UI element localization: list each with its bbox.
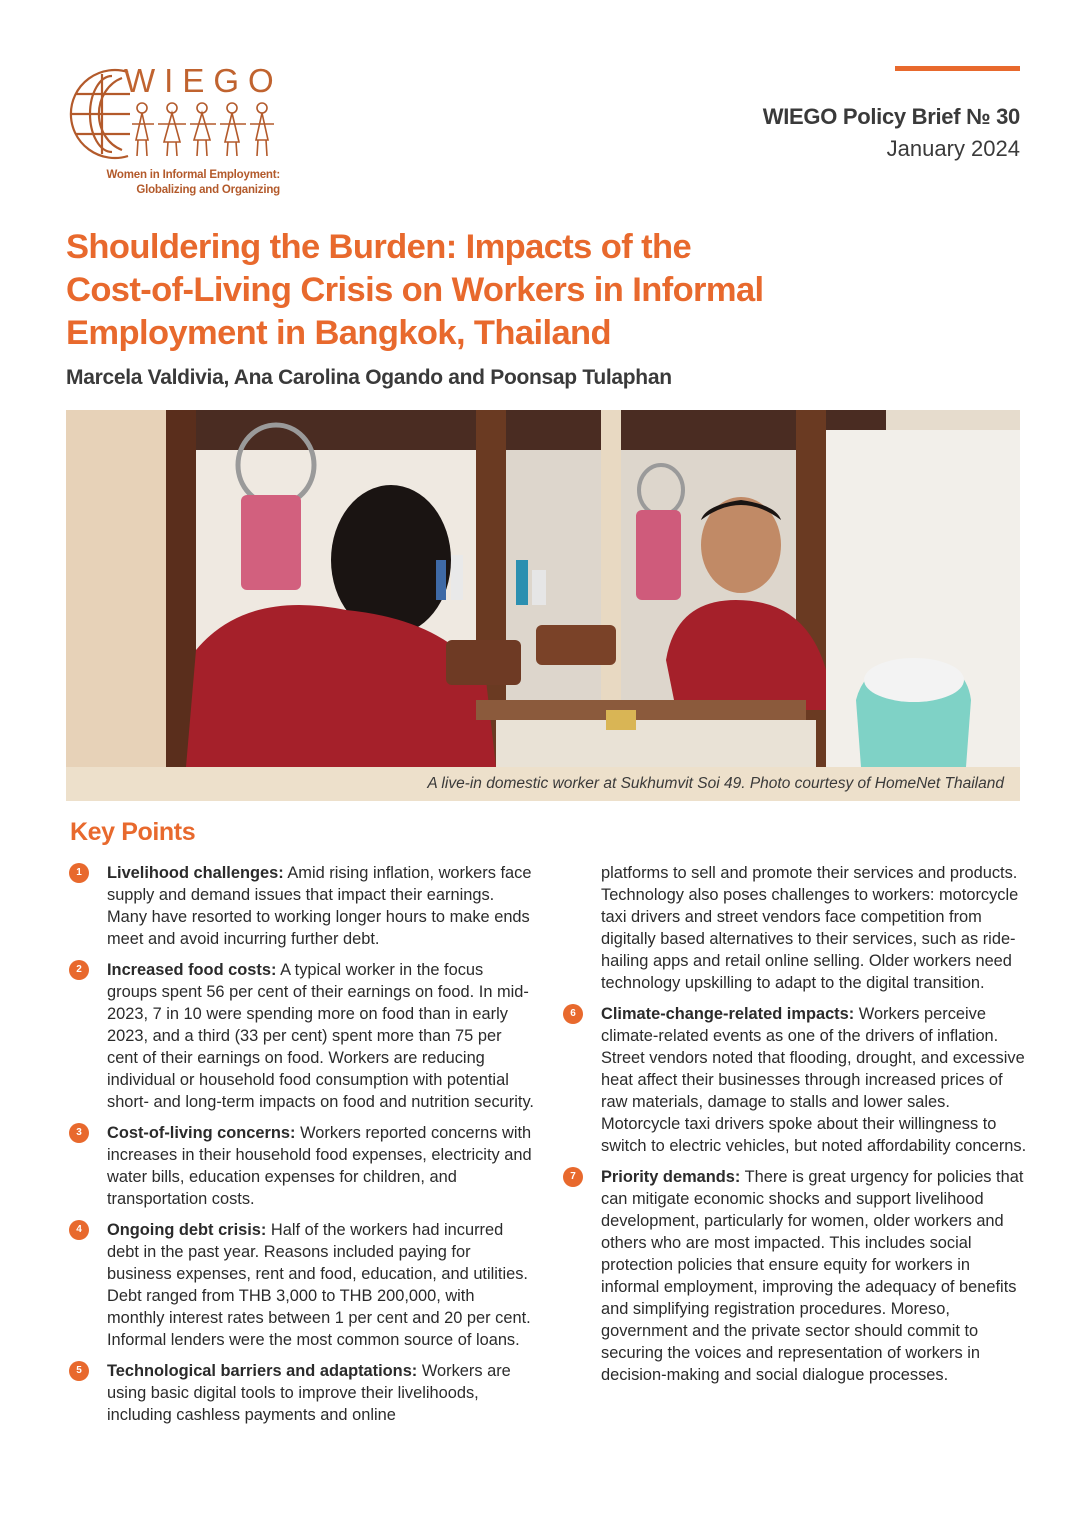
key-point-label: Priority demands: <box>601 1168 741 1186</box>
key-point-label: Climate-change-related impacts: <box>601 1005 855 1023</box>
photo-illustration <box>66 410 1020 767</box>
number-badge: 5 <box>69 1361 89 1381</box>
key-points-heading: Key Points <box>70 818 196 846</box>
publication-date: January 2024 <box>886 136 1020 161</box>
number-badge: 1 <box>69 863 89 883</box>
document-title: Shouldering the Burden: Impacts of the Cost-of-Living Crisis on Workers in Informal Employment in Bangkok, Thailand <box>66 228 764 352</box>
key-point-label: Ongoing debt crisis: <box>107 1221 267 1239</box>
accent-rule <box>895 66 1020 71</box>
key-point-1 <box>66 862 536 950</box>
key-point-5-continued: platforms to sell and promote their services and products. Technology also poses challenges to workers: motorcycle taxi drivers and street vendors face competition from digitally based alternatives to their services, such as ride-hailing apps and retail online selling. Older workers need technology upskilling to adapt to the digital transition. <box>601 864 1019 992</box>
key-point-3 <box>66 1122 536 1210</box>
logo-tagline: Women in Informal Employment: Globalizing and Organizing <box>106 169 280 196</box>
photo-caption: A live-in domestic worker at Sukhumvit Soi 49. Photo courtesy of HomeNet Thailand <box>427 775 1004 792</box>
key-points-column-left <box>66 862 536 1435</box>
number-badge: 3 <box>69 1123 89 1143</box>
women-figures-icon <box>128 100 278 160</box>
key-point-text: Half of the workers had incurred debt in the past year. Reasons included paying for business expenses, rent and food, education, and utilities. Debt ranged from THB 3,000 to THB 200,000, with monthly interest rates between 1 per cent and 20 per cent. Informal lenders were the most common source of loans. <box>107 1221 531 1349</box>
key-point-text: Amid rising inflation, workers face supply and demand issues that impact their earnings. Many have resorted to working longer hours to make ends meet and avoid incurring further debt. <box>107 864 532 948</box>
key-point-text: There is great urgency for policies that can mitigate economic shocks and support livelihood development, particularly for women, older workers and others who are most impacted. This includes social protection policies that ensure equity for workers in informal employment, improving the adequacy of benefits and simplifying registration procedures. Moreso, government and the private sector should commit to securing the voices and representation of workers in decision-making and social dialogue processes. <box>601 1168 1024 1384</box>
key-point-text: A typical worker in the focus groups spent 56 per cent of their earnings on food. In mid-2023, 7 in 10 were spending more on food than in early 2023, and a third (33 per cent) spent more than 75 per cent of their earnings on food. Workers are reducing individual or household food consumption with potential short- and long-term impacts on food and nutrition security. <box>107 961 534 1111</box>
number-badge: 2 <box>69 960 89 980</box>
key-point-text: Workers are using basic digital tools to improve their livelihoods, including cashless payments and online <box>107 1362 511 1424</box>
number-badge: 6 <box>563 1004 583 1024</box>
logo-wordmark: WIEGO <box>124 62 283 99</box>
cover-photo <box>66 410 1020 767</box>
number-badge: 4 <box>69 1220 89 1240</box>
key-point-7 <box>560 1166 1030 1386</box>
wiego-logo <box>66 62 286 202</box>
photo-caption-bar <box>66 767 1020 801</box>
key-points-column-right <box>560 862 1030 1395</box>
number-badge: 7 <box>563 1167 583 1187</box>
key-point-2 <box>66 959 536 1113</box>
key-point-5 <box>66 1360 536 1426</box>
key-point-4 <box>66 1219 536 1351</box>
key-point-6 <box>560 1003 1030 1157</box>
key-point-label: Technological barriers and adaptations: <box>107 1362 418 1380</box>
series-label: WIEGO Policy Brief № 30 <box>762 104 1020 129</box>
key-point-text: Workers perceive climate-related events as one of the drivers of inflation. Street vendors noted that flooding, drought, and excessive heat affect their businesses through increased prices of raw materials, damage to stalls and lower sales. Motorcycle taxi drivers spoke about their willingness to switch to electric vehicles, but noted affordability concerns. <box>601 1005 1027 1155</box>
authors: Marcela Valdivia, Ana Carolina Ogando and Poonsap Tulaphan <box>66 366 672 389</box>
key-point-label: Cost-of-living concerns: <box>107 1124 296 1142</box>
key-point-label: Increased food costs: <box>107 961 277 979</box>
key-point-label: Livelihood challenges: <box>107 864 284 882</box>
key-point-text: Workers reported concerns with increases in their household food expenses, electricity and water bills, education expenses for children, and transportation costs. <box>107 1124 532 1208</box>
